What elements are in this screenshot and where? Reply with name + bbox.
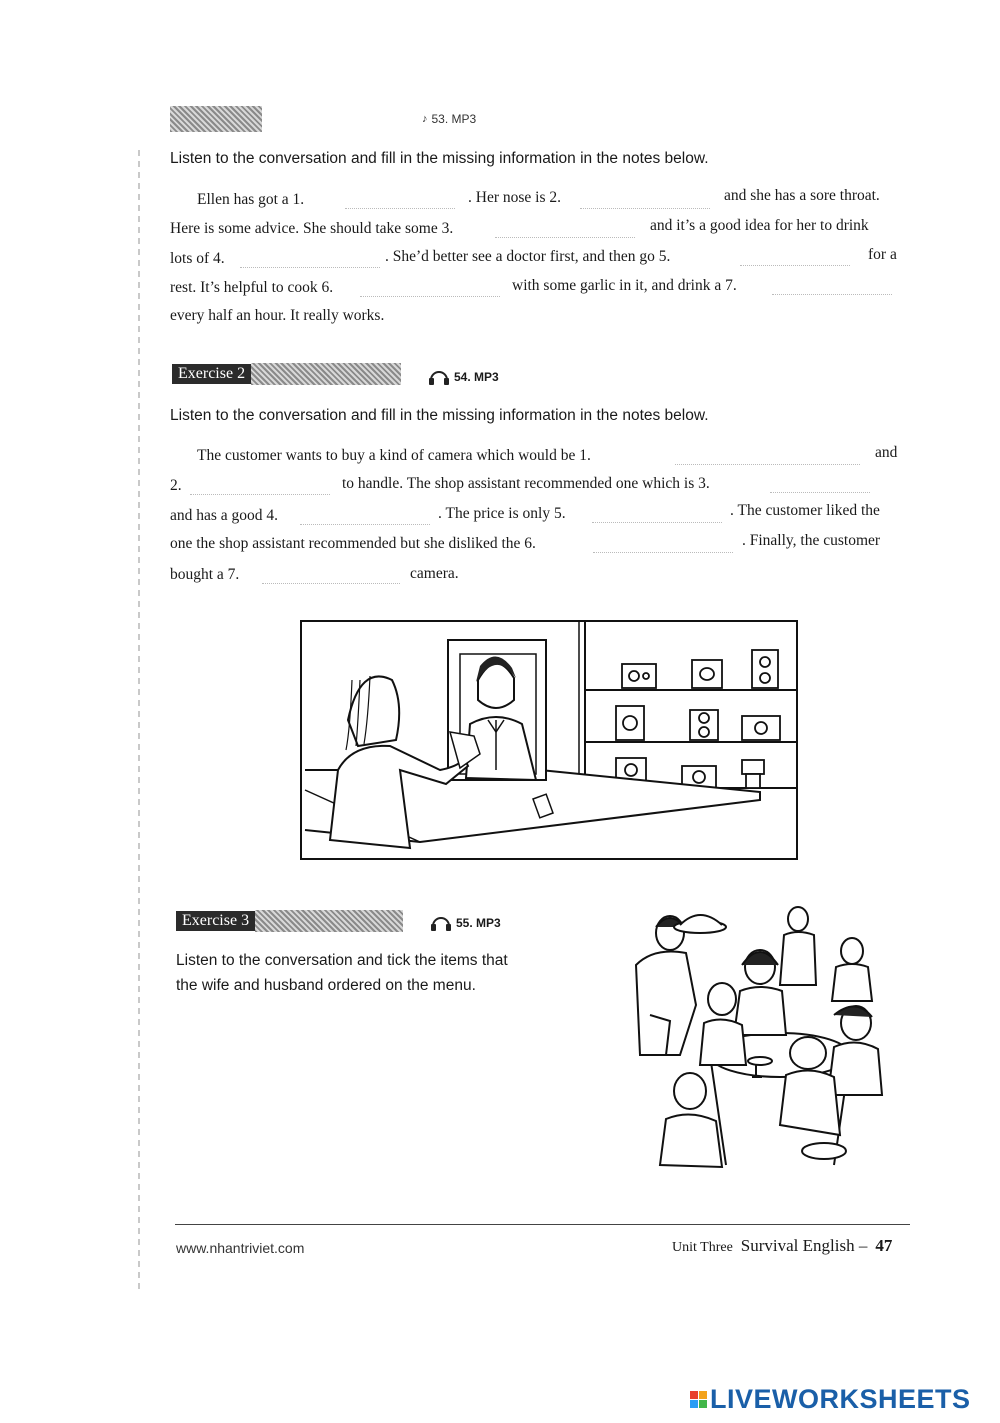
exercise3-header: [176, 910, 403, 932]
track-53: ♪ 53. MP3: [422, 112, 477, 126]
ex1-blank-6[interactable]: [360, 280, 500, 297]
ex2-line4-a: one the shop assistant recommended but she disliked the 6.: [170, 535, 536, 552]
exercise2-title-noise: [251, 363, 401, 385]
ex1-line4-a: rest. It’s helpful to cook 6.: [170, 279, 334, 296]
ex2-line5-a: bought a 7.: [170, 566, 240, 583]
ex2-blank-7[interactable]: [262, 567, 400, 584]
ex2-blank-4[interactable]: [300, 508, 430, 525]
exercise3-instruction-line2: the wife and husband ordered on the menu.: [176, 977, 476, 994]
ex1-blank-1[interactable]: [345, 192, 455, 209]
ex2-line1-a: The customer wants to buy a kind of camera which would be 1.: [197, 447, 591, 464]
footer-unit: Unit Three: [672, 1240, 733, 1255]
ex2-line2-b: to handle. The shop assistant recommended one which is 3.: [342, 475, 710, 492]
ex2-line4-b: . Finally, the customer: [742, 532, 881, 549]
ex1-line2-b: and it’s a good idea for her to drink: [650, 217, 869, 234]
ex1-line3-c: for a: [868, 246, 897, 263]
footer-page-number: 47: [875, 1236, 893, 1255]
ex1-line1-b: . Her nose is 2.: [468, 189, 561, 206]
footer-title: Survival English –: [740, 1236, 868, 1255]
exercise2-label: Exercise 2: [172, 364, 251, 384]
track-55: 55. MP3: [430, 914, 501, 932]
headphone-icon: ♪: [422, 113, 428, 125]
ex2-blank-6[interactable]: [593, 536, 733, 553]
ex1-blank-3[interactable]: [495, 221, 635, 238]
exercise3-instruction-line1: Listen to the conversation and tick the items that: [176, 952, 508, 969]
exercise2-header: [172, 363, 401, 385]
ex1-blank-2[interactable]: [580, 192, 710, 209]
camera-shop-illustration: [300, 620, 798, 860]
scan-edge-artifact: [138, 150, 140, 1290]
headphone-icon: [428, 368, 450, 386]
ex2-line2-a: 2.: [170, 477, 182, 494]
ex2-line3-c: . The customer liked the: [730, 502, 880, 519]
ex1-blank-5[interactable]: [740, 249, 850, 266]
exercise2-instruction: Listen to the conversation and fill in the missing information in the notes below.: [170, 407, 709, 424]
ex1-line4-b: with some garlic in it, and drink a 7.: [512, 277, 737, 294]
liveworksheets-logo[interactable]: [690, 1384, 971, 1415]
ex2-line3-a: and has a good 4.: [170, 507, 279, 524]
liveworksheets-grid-icon: [690, 1391, 707, 1408]
ex1-blank-7[interactable]: [772, 278, 892, 295]
track-54: 54. MP3: [428, 368, 499, 386]
footer-rule: [175, 1224, 910, 1225]
ex2-line3-b: . The price is only 5.: [438, 505, 566, 522]
ex1-line1-a: Ellen has got a 1.: [197, 191, 305, 208]
ex2-blank-1[interactable]: [675, 448, 860, 465]
ex2-blank-2[interactable]: [190, 478, 330, 495]
ex2-blank-3[interactable]: [770, 476, 870, 493]
ex1-line3-a: lots of 4.: [170, 250, 225, 267]
header-noise-block: [170, 106, 262, 132]
footer-unit-title: [672, 1236, 892, 1256]
ex1-line5: every half an hour. It really works.: [170, 307, 385, 324]
exercise3-label: Exercise 3: [176, 911, 255, 931]
ex1-line2-a: Here is some advice. She should take some 3.: [170, 220, 454, 237]
restaurant-illustration: [630, 905, 895, 1175]
exercise3-title-noise: [255, 910, 403, 932]
ex1-line1-c: and she has a sore throat.: [724, 187, 880, 204]
exercise1-instruction: Listen to the conversation and fill in the missing information in the notes below.: [170, 150, 709, 167]
liveworksheets-brand: LIVEWORKSHEETS: [710, 1384, 971, 1414]
ex2-line1-b: and: [875, 444, 898, 461]
ex1-blank-4[interactable]: [240, 251, 380, 268]
headphone-icon: [430, 914, 452, 932]
footer-website: www.nhantriviet.com: [176, 1240, 305, 1256]
ex2-blank-5[interactable]: [592, 506, 722, 523]
ex1-line3-b: . She’d better see a doctor first, and then go 5.: [385, 248, 671, 265]
ex2-line5-b: camera.: [410, 565, 459, 582]
